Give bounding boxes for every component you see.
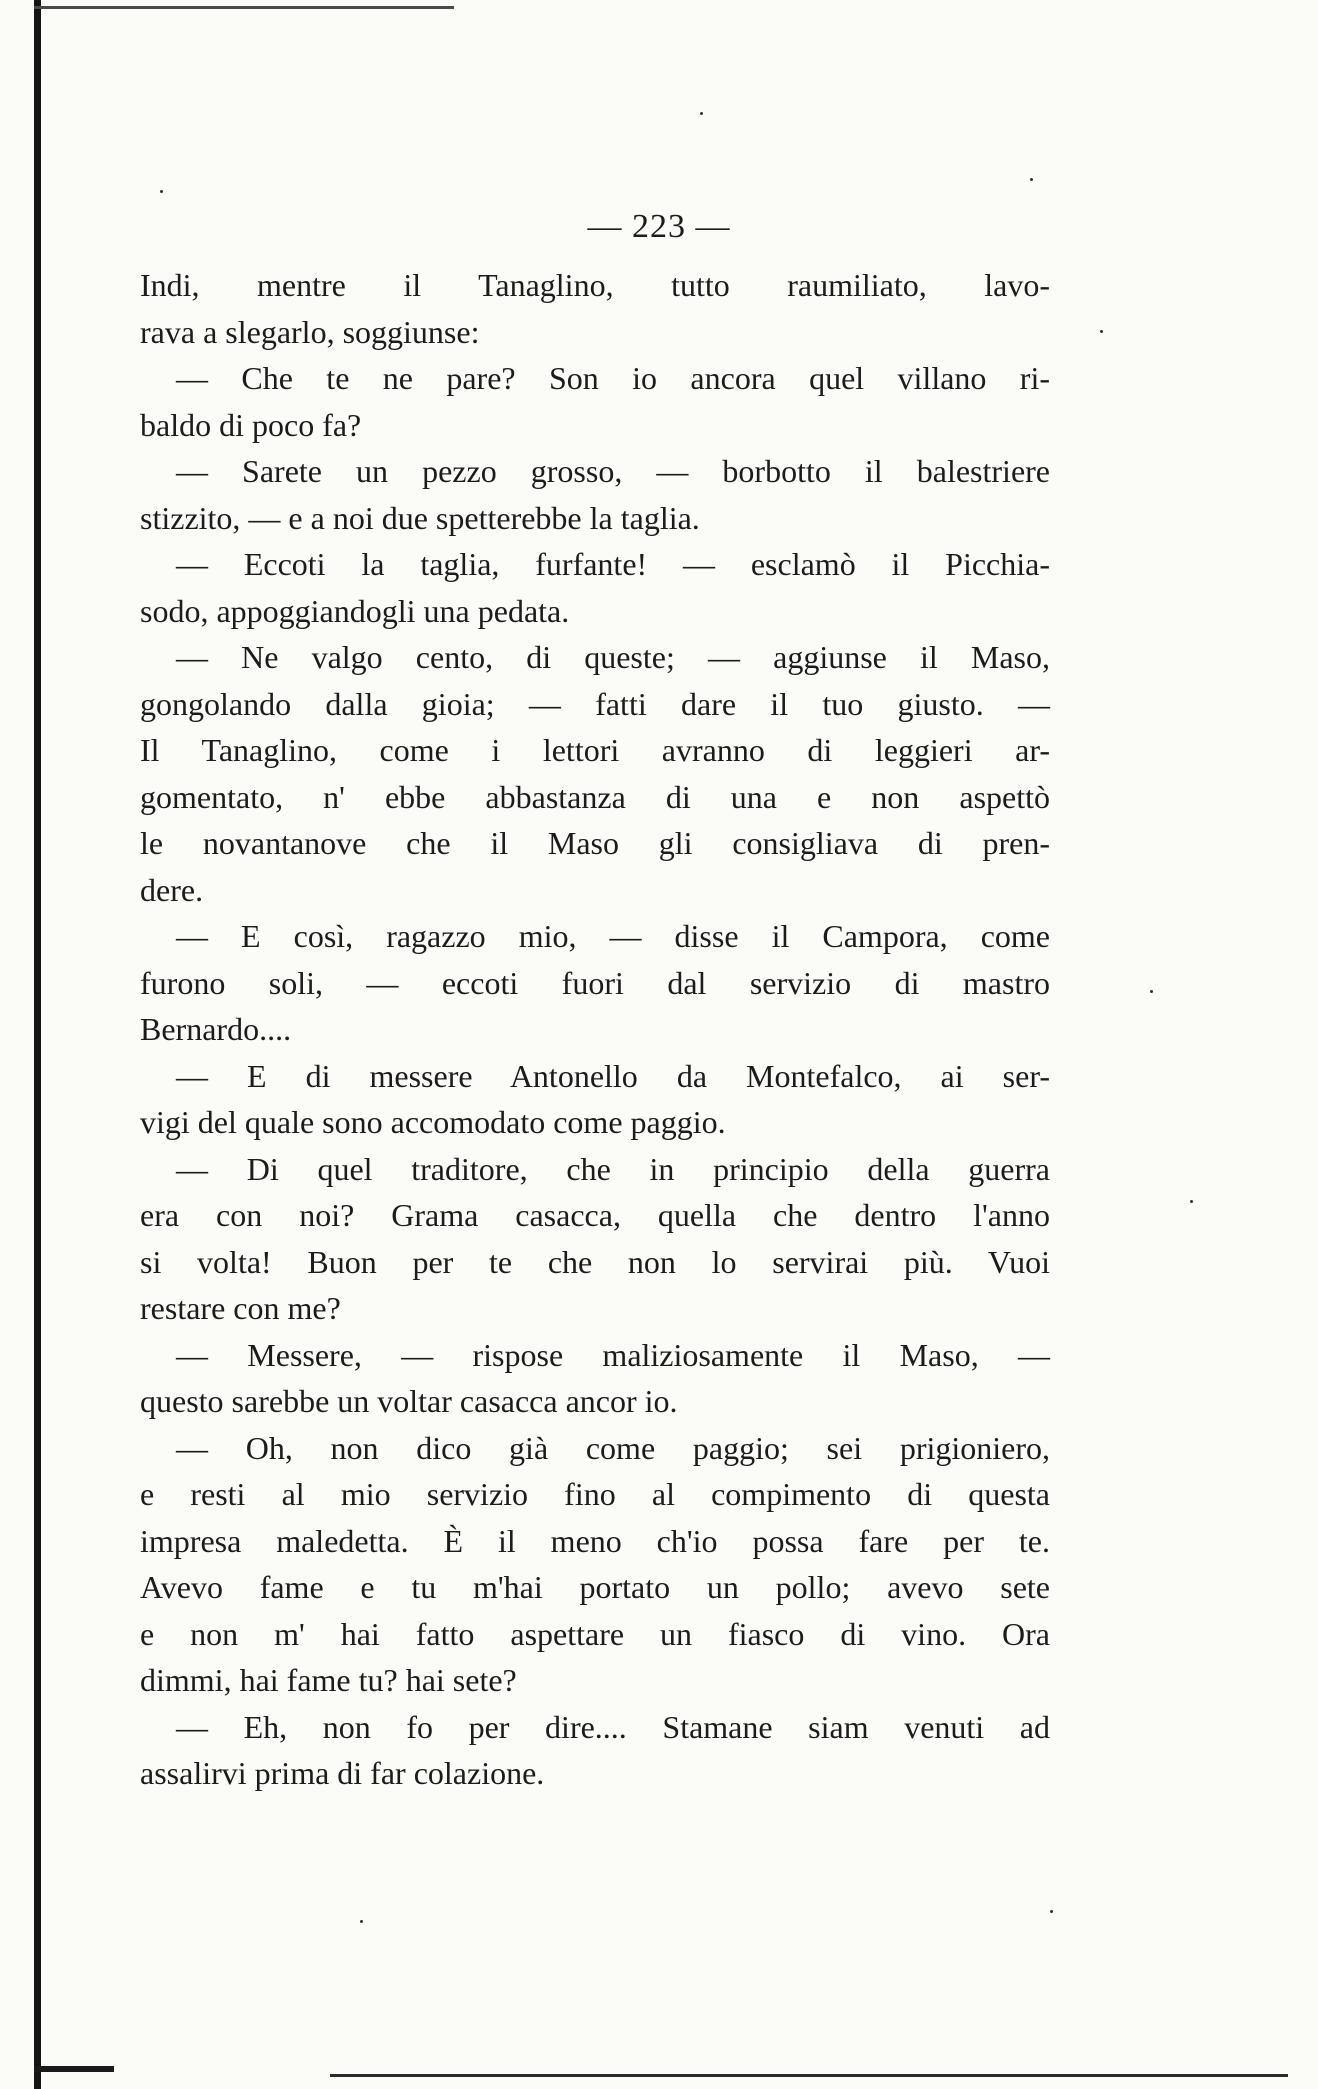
text-line: rava a slegarlo, soggiunse: [140, 313, 480, 350]
text-line: Bernardo.... [140, 1011, 292, 1047]
text-line: — Oh, non dico già come paggio; sei prigioniero, [176, 1429, 1050, 1466]
text-line: questo sarebbe un voltar casacca ancor io. [140, 1383, 678, 1419]
text-line: gongolando dalla gioia; — fatti dare il tuo giusto. — [140, 685, 1050, 722]
text-line: dimmi, hai fame tu? hai sete? [140, 1662, 517, 1698]
text-line: impresa maledetta. È il meno ch'io possa fare per te. [140, 1522, 1050, 1559]
text-line: — Sarete un pezzo grosso, — borbotto il balestriere [176, 453, 1050, 489]
scan-speck [360, 1920, 363, 1923]
text-line: baldo di poco fa? [140, 406, 362, 443]
text-line: dere. [140, 871, 204, 908]
scan-speck [1050, 1910, 1053, 1913]
text-line: sodo, appoggiandogli una pedata. [140, 592, 570, 629]
scan-speck [1030, 178, 1033, 181]
page-number: — 223 — [587, 208, 731, 245]
text-line: le novantanove che il Maso gli consigliava di pren- [140, 825, 1050, 861]
scan-speck [700, 112, 703, 115]
scan-speck [160, 190, 163, 193]
text-line: — Eccoti la taglia, furfante! — esclamò il Picchia- [176, 546, 1050, 582]
text-line: gomentato, n' ebbe abbastanza di una e non aspettò [140, 778, 1050, 815]
text-line: — Messere, — rispose maliziosamente il Maso, — [176, 1336, 1050, 1373]
top-edge-rule [34, 6, 454, 9]
text-line: — Che te ne pare? Son io ancora quel villano ri- [176, 360, 1050, 396]
text-line: stizzito, — e a noi due spetterebbe la taglia. [140, 499, 700, 536]
text-line: Il Tanaglino, come i lettori avranno di leggieri ar- [140, 732, 1050, 768]
text-line: — Ne valgo cento, di queste; — aggiunse il Maso, [176, 639, 1050, 675]
scan-speck [1150, 990, 1153, 993]
text-line: — E così, ragazzo mio, — disse il Campora, come [176, 918, 1050, 954]
text-line: e resti al mio servizio fino al compimento di questa [140, 1476, 1050, 1512]
text-line: era con noi? Grama casacca, quella che dentro l'anno [140, 1197, 1050, 1233]
text-line: vigi del quale sono accomodato come paggio. [140, 1104, 726, 1140]
scan-speck [1190, 1200, 1193, 1203]
bottom-left-mark [34, 2066, 114, 2072]
scan-speck [1100, 330, 1103, 333]
text-line: — E di messere Antonello da Montefalco, ai ser- [176, 1057, 1050, 1094]
text-line: si volta! Buon per te che non lo servirai più. Vuoi [140, 1243, 1050, 1280]
text-line: restare con me? [140, 1290, 341, 1326]
body-text [140, 262, 1050, 1797]
text-line: Avevo fame e tu m'hai portato un pollo; avevo sete [140, 1569, 1050, 1605]
text-line: — Eh, non fo per dire.... Stamane siam venuti ad [176, 1708, 1050, 1745]
bottom-edge-rule [330, 2074, 1288, 2077]
binding-edge [34, 0, 41, 2089]
text-line: assalirvi prima di far colazione. [140, 1755, 545, 1791]
text-line: Indi, mentre il Tanaglino, tutto raumiliato, lavo- [140, 267, 1050, 303]
text-line: furono soli, — eccoti fuori dal servizio di mastro [140, 964, 1050, 1001]
text-line: — Di quel traditore, che in principio della guerra [176, 1150, 1050, 1187]
text-line: e non m' hai fatto aspettare un fiasco di vino. Ora [140, 1615, 1050, 1652]
